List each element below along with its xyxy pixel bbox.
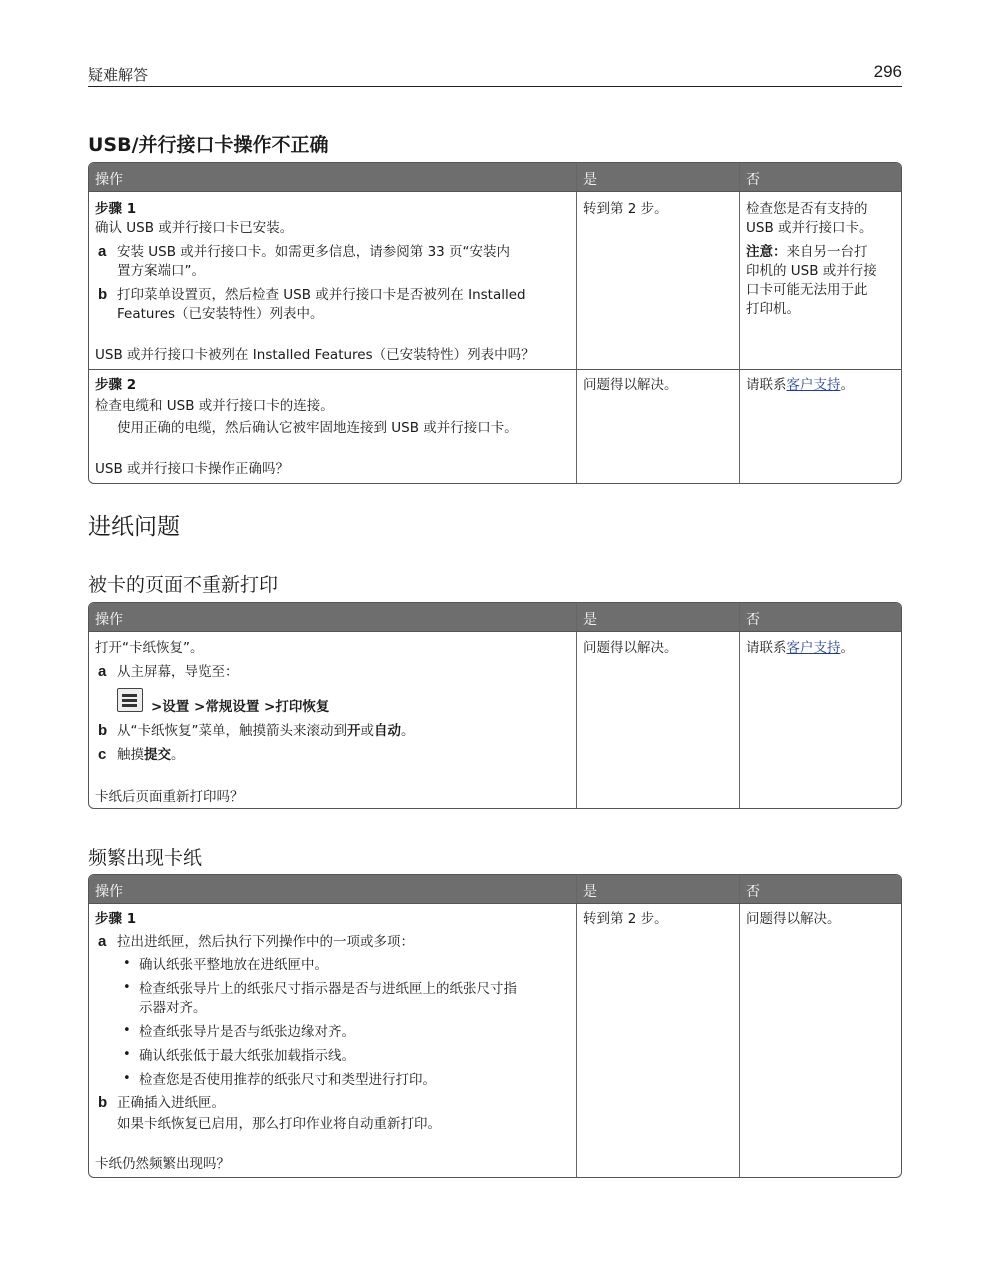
yes-action: 转到第 2 步。 bbox=[583, 911, 668, 927]
c-text: 触摸 bbox=[117, 747, 144, 763]
list-item: 示器对齐。 bbox=[139, 1000, 207, 1016]
col-no: 否 bbox=[746, 884, 760, 900]
note-text: 打印机。 bbox=[746, 301, 800, 317]
substep-label: b bbox=[98, 722, 108, 739]
step-intro: 确认 USB 或并行接口卡已安装。 bbox=[95, 220, 294, 236]
option-on: 开 bbox=[347, 723, 361, 739]
table-usb bbox=[88, 162, 902, 484]
no-prefix: 请联系 bbox=[746, 640, 787, 656]
no-action: USB 或并行接口卡。 bbox=[746, 220, 873, 236]
col-yes: 是 bbox=[583, 172, 597, 188]
substep-label: b bbox=[98, 1094, 108, 1111]
list-item: 检查纸张导片上的纸张尺寸指示器是否与进纸匣上的纸张尺寸指 bbox=[139, 981, 517, 997]
b-text: 或 bbox=[360, 723, 374, 739]
substep-text bbox=[117, 746, 185, 765]
col-action: 操作 bbox=[95, 884, 123, 900]
col-action: 操作 bbox=[95, 612, 123, 628]
no-suffix: 。 bbox=[840, 640, 854, 656]
section-title-jam-reprint: 被卡的页面不重新打印 bbox=[88, 574, 279, 596]
note-text: 口卡可能无法用于此 bbox=[746, 282, 868, 298]
option-auto: 自动 bbox=[374, 723, 401, 739]
step-label: 步骤 2 bbox=[95, 377, 137, 393]
table-row bbox=[89, 191, 901, 369]
menu-icon bbox=[117, 688, 143, 712]
bullet-icon: • bbox=[123, 980, 131, 995]
substep-text: 安装 USB 或并行接口卡。如需更多信息，请参阅第 33 页“安装内 bbox=[117, 244, 511, 260]
table-row bbox=[89, 631, 901, 808]
substep-text: 置方案端口”。 bbox=[117, 263, 205, 279]
step-detail: 使用正确的电缆，然后确认它被牢固地连接到 USB 或并行接口卡。 bbox=[117, 420, 518, 436]
step-intro: 检查电缆和 USB 或并行接口卡的连接。 bbox=[95, 398, 334, 414]
col-yes: 是 bbox=[583, 884, 597, 900]
substep-label: a bbox=[98, 933, 107, 950]
bullet-icon: • bbox=[123, 1047, 131, 1062]
customer-support-link[interactable]: 客户支持 bbox=[786, 377, 841, 393]
substep-text: 从主屏幕，导览至： bbox=[117, 664, 239, 680]
section-title-frequent-jams: 频繁出现卡纸 bbox=[88, 847, 203, 869]
table-header bbox=[89, 603, 901, 631]
table-jam-reprint bbox=[88, 602, 902, 809]
substep-label: a bbox=[98, 243, 107, 260]
table-row bbox=[89, 369, 901, 484]
bullet-icon: • bbox=[123, 956, 131, 971]
list-item: 检查您是否使用推荐的纸张尺寸和类型进行打印。 bbox=[139, 1072, 436, 1088]
page-number: 296 bbox=[873, 62, 902, 81]
step-question: USB 或并行接口卡操作正确吗？ bbox=[95, 461, 290, 477]
yes-action: 问题得以解决。 bbox=[583, 640, 678, 656]
bullet-icon: • bbox=[123, 1023, 131, 1038]
table-frequent-jams bbox=[88, 874, 902, 1178]
table-header bbox=[89, 875, 901, 903]
col-action: 操作 bbox=[95, 172, 123, 188]
customer-support-link[interactable]: 客户支持 bbox=[786, 640, 841, 656]
list-item: 确认纸张低于最大纸张加载指示线。 bbox=[139, 1048, 355, 1064]
col-no: 否 bbox=[746, 172, 760, 188]
substep-label: a bbox=[98, 663, 107, 680]
b-text: 从“卡纸恢复”菜单，触摸箭头来滚动到 bbox=[117, 723, 347, 739]
no-action: 检查您是否有支持的 bbox=[746, 201, 868, 217]
step-detail: 如果卡纸恢复已启用，那么打印作业将自动重新打印。 bbox=[117, 1116, 441, 1132]
step-question: 卡纸仍然频繁出现吗？ bbox=[95, 1156, 230, 1172]
page-header bbox=[88, 62, 902, 87]
yes-action: 转到第 2 步。 bbox=[583, 201, 668, 217]
substep-text: 打印菜单设置页，然后检查 USB 或并行接口卡是否被列在 Installed bbox=[117, 287, 526, 303]
substep-text: 拉出进纸匣，然后执行下列操作中的一项或多项： bbox=[117, 934, 414, 950]
header-section-title: 疑难解答 bbox=[88, 66, 149, 84]
substep-text bbox=[117, 722, 415, 741]
no-prefix: 请联系 bbox=[746, 377, 787, 393]
note-text: 印机的 USB 或并行接 bbox=[746, 263, 877, 279]
substep-label: b bbox=[98, 286, 108, 303]
step-label: 步骤 1 bbox=[95, 201, 137, 217]
no-action bbox=[746, 639, 854, 658]
nav-path: >设置 >常规设置 >打印恢复 bbox=[151, 699, 330, 715]
yes-action: 问题得以解决。 bbox=[583, 377, 678, 393]
section-title-usb: USB/并行接口卡操作不正确 bbox=[88, 134, 329, 156]
section-title-feeding: 进纸问题 bbox=[88, 514, 180, 540]
option-submit: 提交 bbox=[144, 747, 171, 763]
list-item: 检查纸张导片是否与纸张边缘对齐。 bbox=[139, 1024, 355, 1040]
substep-text: Features（已安装特性）列表中。 bbox=[117, 306, 324, 322]
col-yes: 是 bbox=[583, 612, 597, 628]
step-question: 卡纸后页面重新打印吗？ bbox=[95, 789, 244, 805]
note-text: 来自另一台打 bbox=[786, 244, 868, 260]
step-question: USB 或并行接口卡被列在 Installed Features（已安装特性）列表中吗？ bbox=[95, 347, 535, 363]
table-row bbox=[89, 903, 901, 1177]
no-action: 问题得以解决。 bbox=[746, 911, 841, 927]
b-text: 。 bbox=[401, 723, 415, 739]
col-no: 否 bbox=[746, 612, 760, 628]
bullet-icon: • bbox=[123, 1071, 131, 1086]
note-label: 注意： bbox=[746, 244, 787, 260]
step-label: 步骤 1 bbox=[95, 911, 137, 927]
substep-label: c bbox=[98, 746, 107, 763]
c-text: 。 bbox=[171, 747, 185, 763]
step-intro: 打开“卡纸恢复”。 bbox=[95, 640, 204, 656]
no-suffix: 。 bbox=[840, 377, 854, 393]
note bbox=[746, 243, 868, 262]
table-header bbox=[89, 163, 901, 191]
list-item: 确认纸张平整地放在进纸匣中。 bbox=[139, 957, 328, 973]
no-action bbox=[746, 376, 854, 395]
substep-text: 正确插入进纸匣。 bbox=[117, 1095, 225, 1111]
